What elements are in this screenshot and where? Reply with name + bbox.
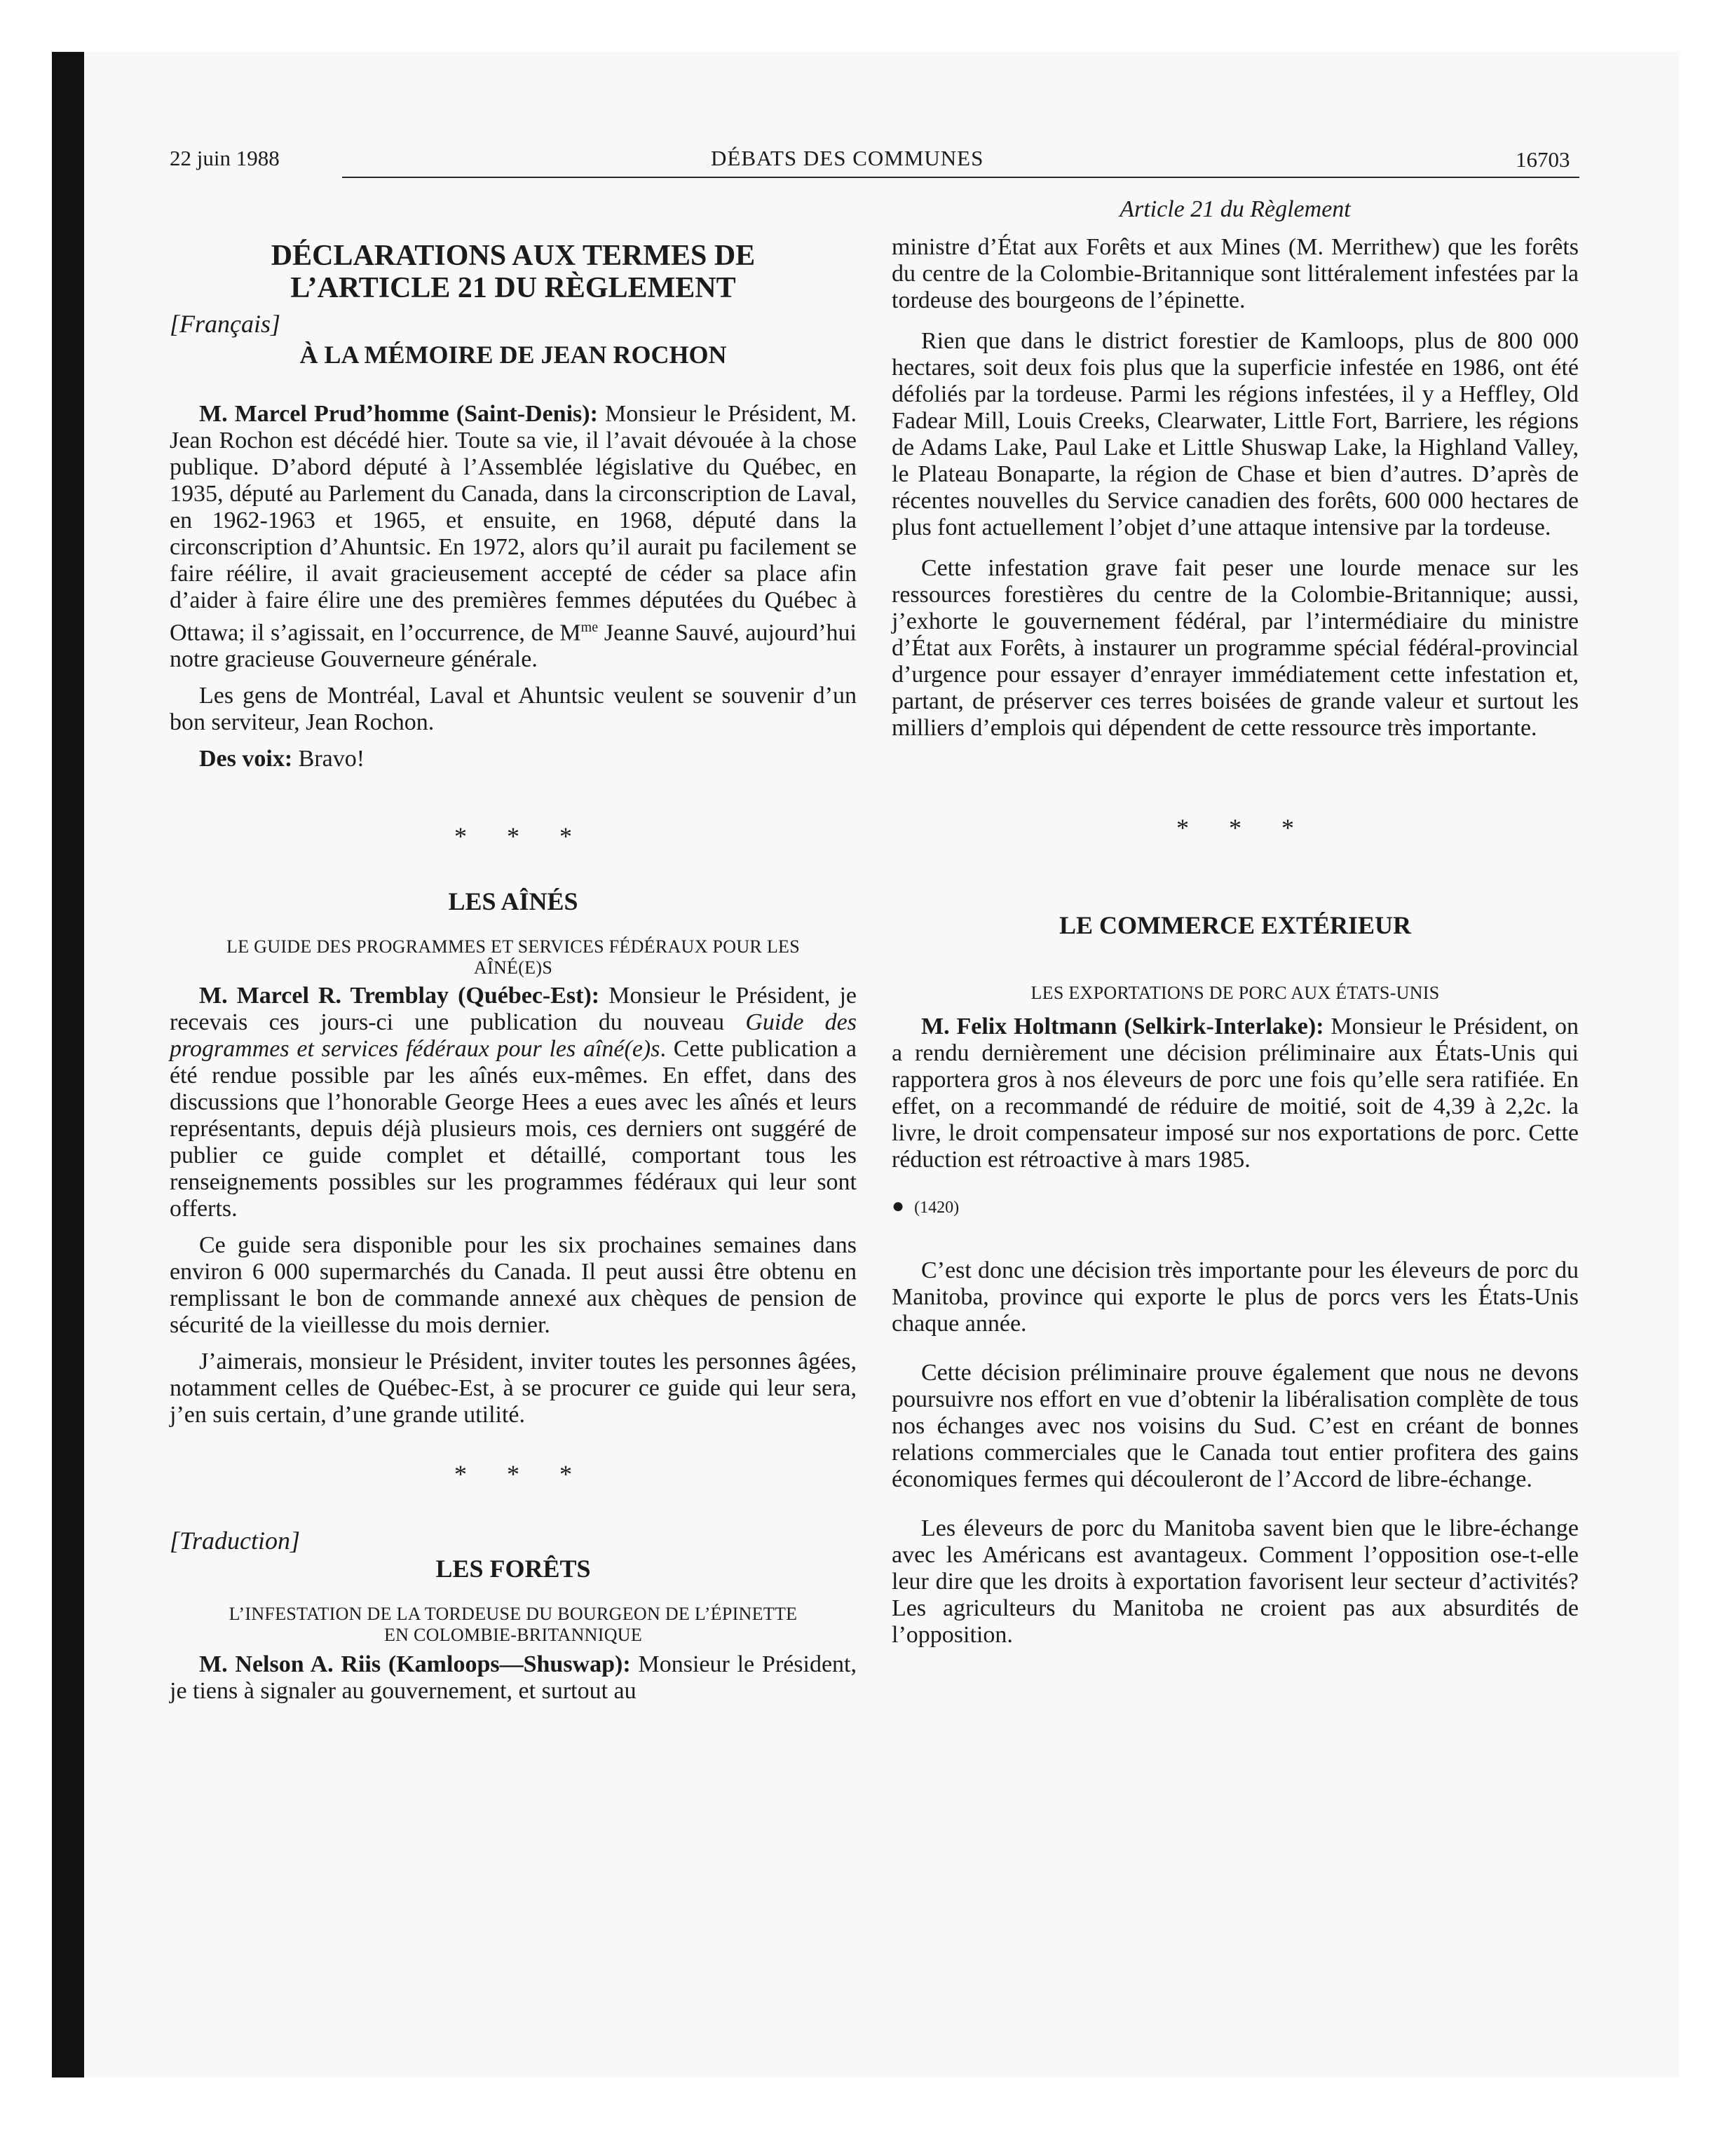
paragraph-text: Rien que dans le district forestier de Kamloops, plus de 800 000 hectares, soit deux fois plus que la superficie infestée en 1986, ont été défoliés par la tordeuse. Parmi les régions infestées, il y a Heffley, Old Fadear Mill, Louis Creeks, Clearwater, Little Fort, Barriere, les régions de Adams Lake, Paul Lake et Little Shuswap Lake, la Highland Valley, le Plateau Bonaparte, la région de Chase et bien d’autres. D’après de récentes nouvelles du Service canadien des forêts, 600 000 hectares de plus font actuellement l’objet d’une attaque intensive par la tordeuse. xyxy=(892,328,1579,540)
paragraph-text: Bravo! xyxy=(292,746,365,772)
bullet-icon: ● xyxy=(892,1194,905,1217)
paragraph-text: . Cette publication a été rendue possible par les aînés eux-mêmes. En effet, dans des discussions que l’honorable George Hees a eues avec les aînés et leurs représentants, depuis déjà plusieurs mois, ces derniers ont suggéré de publier ce guide complet et détaillé, comportant tous les renseignements possibles sur les programmes fédéraux qui leur sont offerts. xyxy=(170,1036,857,1222)
paragraph-holtmann xyxy=(892,1014,1579,1173)
paragraph-text: Les gens de Montréal, Laval et Ahuntsic veulent se souvenir d’un bon serviteur, Jean Rochon. xyxy=(170,683,857,736)
language-label: [Traduction] xyxy=(170,1527,301,1555)
heading-les-aines: LES AÎNÉS xyxy=(448,887,578,916)
paragraph-riis xyxy=(170,1651,857,1705)
header-date: 22 juin 1988 xyxy=(170,146,280,170)
heading-les-forets: LES FORÊTS xyxy=(435,1555,591,1583)
timestamp-marker xyxy=(892,1196,1579,1218)
paragraph-text: Monsieur le Président, je recevais ces jours-ci une publication du nouveau xyxy=(170,983,857,1036)
paragraph-text: ministre d’État aux Forêts et aux Mines (M. Merrithew) que les forêts du centre de la Colombie-Britannique sont littéralement infestées par la tordeuse des bourgeons de l’épinette. xyxy=(892,234,1579,313)
header-title: DÉBATS DES COMMUNES xyxy=(711,146,984,170)
heading-commerce-exterieur: LE COMMERCE EXTÉRIEUR xyxy=(1059,911,1412,939)
paragraph-text: C’est donc une décision très importante pour les éleveurs de porc du Manitoba, province qui exporte le plus de porcs vers les États-Unis chaque année. xyxy=(892,1257,1579,1337)
header-page-number: 16703 xyxy=(1516,147,1570,172)
section-separator: * * * xyxy=(454,1460,589,1489)
paragraph-prudhomme xyxy=(170,401,857,673)
subheading-guide-line-2: AÎNÉ(E)S xyxy=(473,957,553,978)
subheading-exportations-porc: LES EXPORTATIONS DE PORC AUX ÉTATS-UNIS xyxy=(1030,983,1440,1003)
timestamp: (1420) xyxy=(914,1199,960,1217)
paragraph-text: Cette décision préliminaire prouve également que nous ne devons poursuivre nos effort en vue d’obtenir la libéralisation complète de tous nos échanges avec nos voisins du Sud. C’est en créant de bonnes relations commerciales que le Canada tout entier profitera des gains économiques fermes qui découleront de l’Accord de libre-échange. xyxy=(892,1360,1579,1492)
paragraph-text: Cette infestation grave fait peser une lourde menace sur les ressources forestières du centre de la Colombie-Britannique; aussi, j’exhorte le gouvernement fédéral, par l’intermédiaire du ministre d’État aux Forêts, à instaurer un programme spécial fédéral-provincial d’urgence pour essayer d’enrayer immédiatement cette infestation et, partant, de préserver ces terres boisées de grande valeur et surtout les milliers d’emplois qui dépendent de cette ressource très importante. xyxy=(892,555,1579,741)
left-column xyxy=(170,196,857,1714)
paragraph-text: Monsieur le Président, M. Jean Rochon est décédé hier. Toute sa vie, il l’avait dévouée à la chose publique. D’abord député à l’Assemblée législative du Québec, en 1935, député au Parlement du Canada, dans la circonscription de Laval, en 1962-1963 et 1965, et ensuite, en 1968, député dans la circonscription d’Ahuntsic. En 1972, alors qu’il aurait pu facilement se faire réélire, il avait gracieusement accepté de céder sa place afin d’aider à faire élire une des premières femmes députées du Québec à Ottawa; il s’agissait, en l’occurrence, de M xyxy=(170,401,857,646)
speaker-name: M. Felix Holtmann (Selkirk-Interlake): xyxy=(921,1014,1324,1039)
subheading-tordeuse-line-2: EN COLOMBIE-BRITANNIQUE xyxy=(383,1625,643,1646)
publication-title: Guide des programmes et services fédéraux pour les aîné(e)s xyxy=(170,1009,857,1063)
paragraph-text: J’aimerais, monsieur le Président, inviter toutes les personnes âgées, notamment celles de Québec-Est, à se procurer ce guide qui leur sera, j’en suis certain, d’une grande utilité. xyxy=(170,1349,857,1428)
speaker-name: M. Nelson A. Riis (Kamloops—Shuswap): xyxy=(199,1651,631,1678)
superscript: me xyxy=(580,620,599,635)
paragraph-text: Jeanne Sauvé, aujourd’hui notre gracieuse Gouverneure générale. xyxy=(170,620,857,673)
paragraph-text: Monsieur le Président, on a rendu dernièrement une décision préliminaire aux États-Unis qui rapportera gros à nos éleveurs de porc une fois qu’elle sera ratifiée. En effet, on a recommandé de réduire de moitié, soit de 4,39 à 2,2c. la livre, le droit compensateur imposé sur nos exportations de porc. Cette réduction est rétroactive à mars 1985. xyxy=(892,1014,1579,1173)
paragraph-tremblay xyxy=(170,983,857,1222)
section-separator: * * * xyxy=(1176,814,1311,842)
running-head: Article 21 du Règlement xyxy=(1120,196,1351,222)
section-title-line-2: L’ARTICLE 21 DU RÈGLEMENT xyxy=(290,272,736,304)
scan-edge-border xyxy=(52,52,84,2077)
speaker-name: M. Marcel Prud’homme (Saint-Denis): xyxy=(199,401,598,427)
section-separator: * * * xyxy=(454,822,589,851)
header-rule xyxy=(342,177,1579,178)
right-column xyxy=(892,196,1579,1658)
speaker-name: M. Marcel R. Tremblay (Québec-Est): xyxy=(199,983,600,1009)
paragraph-text: Ce guide sera disponible pour les six prochaines semaines dans environ 6 000 supermarchés du Canada. Il peut aussi être obtenu en remplissant le bon de commande annexé aux chèques de pension de sécurité de la vieillesse du mois dernier. xyxy=(170,1232,857,1339)
subheading-guide-line-1: LE GUIDE DES PROGRAMMES ET SERVICES FÉDÉRAUX POUR LES xyxy=(226,936,800,957)
paragraph-text: Monsieur le Président, je tiens à signaler au gouvernement, et surtout au xyxy=(170,1651,857,1705)
subheading-tordeuse-line-1: L’INFESTATION DE LA TORDEUSE DU BOURGEON DE L’ÉPINETTE xyxy=(229,1604,798,1625)
paragraph-text: Les éleveurs de porc du Manitoba savent bien que le libre-échange avec les Américans est avantageux. Comment l’opposition ose-t-elle leur dire que les droits à exportation favorisent leur secteur d’activités? Les agriculteurs du Manitoba ne croient pas aux absurdités de l’opposition. xyxy=(892,1515,1579,1648)
section-title-line-1: DÉCLARATIONS AUX TERMES DE xyxy=(271,240,756,272)
speaker-name: Des voix: xyxy=(199,746,293,772)
heading-memoire-jean-rochon: À LA MÉMOIRE DE JEAN ROCHON xyxy=(299,341,727,369)
paragraph-applause xyxy=(170,746,857,772)
language-label: [Français] xyxy=(170,310,281,338)
